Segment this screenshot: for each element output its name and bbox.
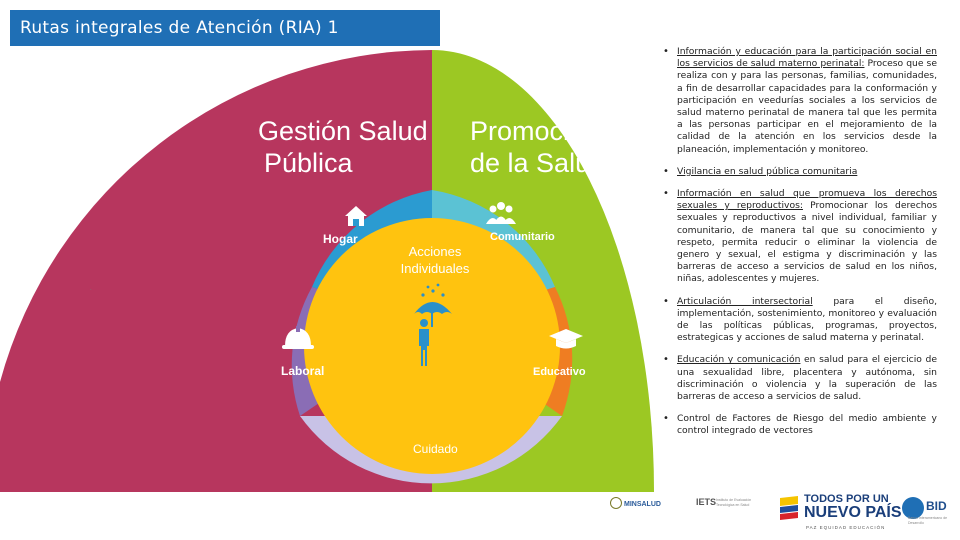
bullet-list (663, 46, 937, 448)
promocion-label-line1: Promoción (470, 116, 600, 146)
todos-subtitle: PAZ EQUIDAD EDUCACIÓN (806, 525, 886, 530)
bullet-item (663, 354, 937, 403)
todos-por-un-nuevo-pais-logo (804, 494, 902, 521)
bullet-lead: Articulación intersectorial (677, 295, 813, 307)
todos-line2: NUEVO PAÍS (804, 504, 902, 521)
bullet-text: Control de Factores de Riesgo del medio ambiente y control integrado de vectores (677, 413, 937, 437)
bullet-item (663, 188, 937, 286)
bullet-item (663, 413, 937, 437)
bullet-lead: Información y educación para la participación social en los servicios de salud materno perinatal: (677, 46, 937, 70)
cuidado-label: Cuidado (413, 442, 458, 456)
page-title: Rutas integrales de Atención (RIA) 1 (20, 18, 339, 38)
center-label-line1: Acciones (408, 244, 462, 259)
gestion-label-line1: Gestión Salud (258, 116, 428, 146)
bullet-item (663, 46, 937, 156)
bullet-lead: Vigilancia en salud pública comunitaria (677, 165, 858, 177)
bullet-item (663, 166, 937, 178)
bullet-lead: Educación y comunicación (677, 354, 801, 366)
educativo-label: Educativo (533, 366, 586, 378)
footer-logos (610, 488, 960, 540)
iets-subtitle: Instituto de Evaluación Tecnológica en Salud (716, 498, 752, 507)
hogar-label: Hogar (323, 232, 358, 246)
center-label-line2: Individuales (400, 261, 470, 276)
bullet-item (663, 296, 937, 345)
bid-subtitle: Banco Interamericano de Desarrollo (908, 516, 948, 525)
bullet-text: Proceso que se realiza con y para las personas, familias, comunidades, a fin de desarrollar capacidades para la conformación y participación en veedurías sociales a los servicios de salud materno perinatal de manera tal que les permita a las personas participar en el mejoramiento de la calidad de la atención en los servicios desde la planeación, implementación y monitoreo. (677, 58, 937, 155)
nuevo-pais-flag-icon (778, 494, 800, 522)
promocion-label-line2: de la Salud (470, 148, 606, 178)
minsalud-seal-icon (610, 497, 622, 509)
bullet-text: en salud para el ejercicio de una sexualidad libre, placentera y autónoma, sin discriminación o violencia y la superación de las barreras de acceso a servicios de salud. (677, 354, 937, 403)
comunitario-label: Comunitario (490, 231, 555, 243)
bullet-lead: Información en salud que promueva los derechos sexuales y reproductivos: (677, 188, 937, 212)
side-mark: . (90, 286, 92, 292)
bullet-text: para el diseño, implementación, sostenimiento, monitoreo y evaluación de las políticas públicas, programas, proyectos, estrategicas y acciones de salud materna y perinatal. (677, 295, 937, 344)
iets-logo: IETS (696, 497, 717, 507)
laboral-label: Laboral (281, 364, 325, 378)
bullet-text: Promocionar los derechos sexuales y reproductivos a nivel individual, familiar y comunitario, de manera tal que su conocimiento y respeto, permita reducir o eliminar la violencia de genero y sexual, el estigma y discriminación y las barreras de acceso a servicios de salud en los niños, niñas, adolescentes y mujeres. (677, 200, 937, 285)
minsalud-logo: MINSALUD (624, 501, 661, 508)
todos-line1: TODOS POR UN (804, 493, 889, 505)
bid-logo: BID (926, 499, 947, 513)
gestion-label-line2: Pública (264, 148, 353, 178)
